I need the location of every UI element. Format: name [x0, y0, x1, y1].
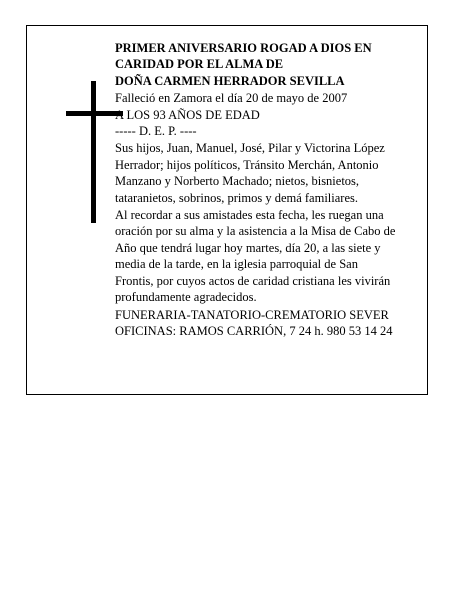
mass-line-2: oración por su alma y la asistencia a la Misa de Cabo de: [115, 224, 396, 239]
family-line-3: Manzano y Norberto Machado; nietos, bisnietos,: [115, 174, 360, 189]
offices-line: OFICINAS: RAMOS CARRIÓN, 7 24 h. 980 53 14 24: [115, 323, 393, 338]
mass-line-5: Frontis, por cuyos actos de caridad cristiana les vivirán: [115, 273, 391, 288]
age-line: A LOS 93 AÑOS DE EDAD: [115, 107, 260, 122]
mass-line-1: Al recordar a sus amistades esta fecha, les ruegan una: [115, 208, 384, 223]
heading-line-1: PRIMER ANIVERSARIO ROGAD A DIOS EN: [115, 41, 372, 55]
family-line-2: Herrador; hijos políticos, Tránsito Merchán, Antonio: [115, 157, 379, 172]
mass-line-3: Año que tendrá lugar hoy martes, día 20, a las siete y: [115, 240, 381, 255]
mass-line-4: media de la tarde, en la iglesia parroquial de San: [115, 257, 358, 272]
obituary-text: [115, 40, 421, 339]
dep-line: ----- D. E. P. ----: [115, 124, 197, 139]
family-line-4: tataranietos, sobrinos, primos y demá familiares.: [115, 190, 358, 205]
funeral-home: FUNERARIA-TANATORIO-CREMATORIO SEVER: [115, 307, 389, 322]
cross-icon: [91, 81, 96, 223]
death-line: Falleció en Zamora el día 20 de mayo de 2007: [115, 91, 348, 106]
deceased-name: DOÑA CARMEN HERRADOR SEVILLA: [115, 73, 345, 88]
family-line-1: Sus hijos, Juan, Manuel, José, Pilar y Victorina López: [115, 141, 385, 156]
mass-line-6: profundamente agradecidos.: [115, 290, 257, 305]
heading-line-2: CARIDAD POR EL ALMA DE: [115, 57, 284, 72]
